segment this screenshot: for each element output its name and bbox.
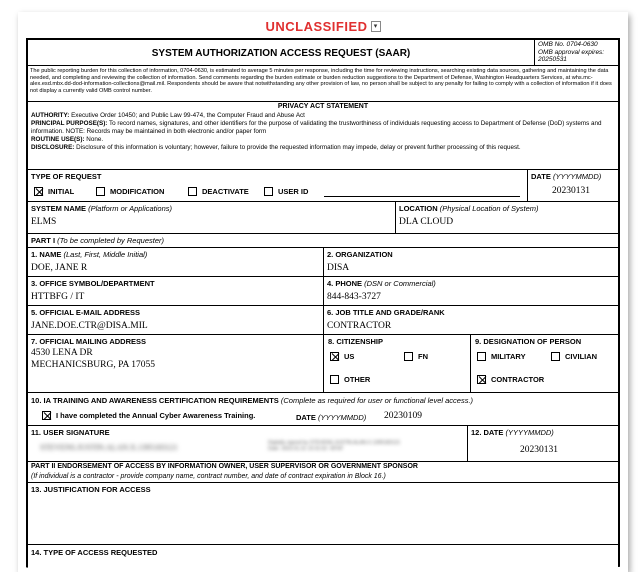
option-civilian[interactable]: [551, 352, 597, 361]
purpose-label: PRINCIPAL PURPOSE(S):: [31, 120, 108, 127]
user-id-label: USER ID: [278, 187, 309, 196]
omb-cell: [535, 40, 618, 66]
phone-label: 4. PHONE: [327, 279, 363, 288]
part2-note: (If individual is a contractor - provide company name, contract number, and date of contract expiration in Block 16.): [31, 473, 386, 480]
designation-cell: [471, 335, 618, 393]
civilian-checkbox[interactable]: [551, 352, 560, 361]
signature-digital-line2: Date: 2023.01.31 10:31:52 -05'00': [268, 446, 344, 452]
contractor-checkbox[interactable]: [477, 375, 486, 384]
military-label: MILITARY: [491, 352, 526, 361]
request-date-cell: [528, 170, 618, 202]
ia-date-value[interactable]: 20230109: [384, 411, 422, 421]
classification-banner: [18, 18, 628, 36]
classification-dropdown-icon[interactable]: ▾: [371, 21, 381, 32]
authority-label: AUTHORITY:: [31, 112, 70, 119]
part2-label: PART II ENDORSEMENT OF ACCESS BY INFORMATION OWNER, USER SUPERVISOR OR GOVERNMENT SPONSOR: [31, 463, 418, 470]
contractor-label: CONTRACTOR: [491, 375, 545, 384]
signature-date-cell: [468, 426, 618, 462]
initial-checkbox[interactable]: [34, 187, 43, 196]
fn-checkbox[interactable]: [404, 352, 413, 361]
option-deactivate[interactable]: [188, 187, 249, 196]
type-of-access-label: 14. TYPE OF ACCESS REQUESTED: [31, 548, 158, 557]
modification-checkbox[interactable]: [96, 187, 105, 196]
torn-edge: [18, 562, 628, 572]
part1-hint: (To be completed by Requester): [57, 236, 164, 245]
system-name-value[interactable]: ELMS: [31, 217, 57, 227]
signature-digital-line1: Digitally signed by STEVENS.JUSTIN.ALAN.X.1395183121: [268, 440, 401, 446]
option-us[interactable]: [330, 352, 354, 361]
location-value[interactable]: DLA CLOUD: [399, 217, 454, 227]
omb-approval-date: 20250531: [538, 56, 567, 63]
organization-cell: [324, 248, 618, 277]
citizenship-cell: [324, 335, 471, 393]
system-name-label: SYSTEM NAME: [31, 204, 87, 213]
user-signature-cell: [28, 426, 468, 462]
phone-hint: (DSN or Commercial): [364, 279, 436, 288]
office-symbol-cell: [28, 277, 324, 306]
signature-name[interactable]: STEVENS.JUSTIN.ALAN.X.1395183121: [40, 443, 178, 452]
email-value[interactable]: JANE.DOE.CTR@DISA.MIL: [31, 321, 148, 331]
user-id-checkbox[interactable]: [264, 187, 273, 196]
privacy-heading: PRIVACY ACT STATEMENT: [277, 103, 369, 110]
organization-value[interactable]: DISA: [327, 263, 350, 273]
form-title: SYSTEM AUTHORIZATION ACCESS REQUEST (SAAR): [151, 48, 411, 59]
part2-cell: [28, 462, 618, 483]
designation-label: 9. DESIGNATION OF PERSON: [475, 337, 582, 346]
routine-use-label: ROUTINE USE(S):: [31, 136, 85, 143]
mailing-line2[interactable]: MECHANICSBURG, PA 17055: [31, 360, 155, 370]
office-symbol-label: 3. OFFICE SYMBOL/DEPARTMENT: [31, 279, 155, 288]
burden-statement: The public reporting burden for this collection of information, 0704-0630, is estimated to average 5 minutes per response, including the time for reviewing instructions, searching existing data sources, gathering and maintaining the data needed, and completing and reviewing the collection of information. Send comments regarding the burden estimate or burden reduction suggestions to the Department of Defense, Washington Headquarters Services, at whs.mc-alex.esd.mbx.dd-dod-information-collections@mail.mil. Respondents should be aware that notwithstanding any other provision of law, no person shall be subject to any penalty for failing to comply with a collection of information if it does not display a currently valid OMB control number.: [30, 68, 612, 94]
classification-label: UNCLASSIFIED: [265, 19, 368, 34]
option-fn[interactable]: [404, 352, 428, 361]
ia-training-statement: I have completed the Annual Cyber Awareness Training.: [56, 411, 256, 420]
citizenship-label: 8. CITIZENSHIP: [328, 337, 384, 346]
job-title-value[interactable]: CONTRACTOR: [327, 321, 392, 331]
ia-date-hint: (YYYYMMDD): [317, 413, 367, 422]
other-label: OTHER: [344, 375, 371, 384]
name-hint: (Last, First, Middle Initial): [63, 250, 148, 259]
signature-date-hint: (YYYYMMDD): [505, 428, 554, 437]
justification-label: 13. JUSTIFICATION FOR ACCESS: [31, 485, 151, 494]
military-checkbox[interactable]: [477, 352, 486, 361]
signature-date-value[interactable]: 20230131: [520, 445, 558, 455]
justification-input[interactable]: [31, 497, 615, 541]
part1-cell: [28, 234, 618, 248]
title-cell: [28, 40, 535, 66]
saar-form: [26, 38, 620, 572]
option-other[interactable]: [330, 375, 370, 384]
mailing-label: 7. OFFICIAL MAILING ADDRESS: [31, 337, 147, 346]
omb-number: OMB No. 0704-0630: [538, 41, 598, 48]
user-signature-label: 11. USER SIGNATURE: [31, 428, 110, 437]
purpose-text: To record names, signatures, and other identifiers for the purpose of validating the trustworthiness of individuals requesting access to Department of Defense (DoD) systems and information. NOTE: Records may be maintained in both electronic and/or paper form: [31, 120, 602, 135]
email-label: 5. OFFICIAL E-MAIL ADDRESS: [31, 308, 141, 317]
other-checkbox[interactable]: [330, 375, 339, 384]
omb-approval-label: OMB approval expires:: [538, 48, 605, 56]
request-date-value[interactable]: 20230131: [552, 186, 590, 196]
burden-cell: [28, 66, 618, 102]
location-label: LOCATION: [399, 204, 438, 213]
name-value[interactable]: DOE, JANE R: [31, 263, 88, 273]
mailing-line1[interactable]: 4530 LENA DR: [31, 348, 93, 358]
disclosure-label: DISCLOSURE:: [31, 144, 75, 151]
office-symbol-value[interactable]: HTTBFG / IT: [31, 292, 85, 302]
modification-label: MODIFICATION: [110, 187, 165, 196]
ia-training-checkbox[interactable]: [42, 411, 51, 420]
type-of-request-cell: [28, 170, 528, 202]
location-cell: [396, 202, 618, 234]
name-label: 1. NAME: [31, 250, 62, 259]
us-checkbox[interactable]: [330, 352, 339, 361]
mailing-address-cell: [28, 335, 324, 393]
organization-label: 2. ORGANIZATION: [327, 250, 393, 259]
authority-text: Executive Order 10450; and Public Law 99-474, the Computer Fraud and Abuse Act: [71, 112, 305, 119]
ia-training-label: 10. IA TRAINING AND AWARENESS CERTIFICATION REQUIREMENTS: [31, 396, 279, 405]
us-label: US: [344, 352, 355, 361]
name-cell: [28, 248, 324, 277]
form-page: [18, 12, 628, 572]
phone-value[interactable]: 844-843-3727: [327, 292, 381, 302]
request-date-label: DATE: [531, 172, 551, 181]
part1-label: PART I: [31, 236, 56, 245]
option-modification[interactable]: [96, 187, 164, 196]
disclosure-text: Disclosure of this information is voluntary; however, failure to provide the requested information may impede, delay or prevent further processing of this request.: [76, 144, 521, 151]
user-id-input[interactable]: [324, 196, 520, 197]
fn-label: FN: [418, 352, 428, 361]
option-user-id[interactable]: [264, 187, 308, 196]
initial-label: INITIAL: [48, 187, 75, 196]
job-title-cell: [324, 306, 618, 335]
email-cell: [28, 306, 324, 335]
phone-cell: [324, 277, 618, 306]
ia-training-option[interactable]: [42, 411, 255, 420]
ia-training-hint: (Complete as required for user or functional level access.): [280, 396, 474, 405]
ia-training-cell: [28, 393, 618, 426]
privacy-act-cell: [28, 102, 618, 170]
signature-date-label: 12. DATE: [471, 428, 504, 437]
type-of-request-label: TYPE OF REQUEST: [31, 172, 102, 181]
option-contractor[interactable]: [477, 375, 544, 384]
system-name-cell: [28, 202, 396, 234]
deactivate-checkbox[interactable]: [188, 187, 197, 196]
option-initial[interactable]: [34, 187, 74, 196]
location-hint: (Physical Location of System): [439, 204, 539, 213]
system-name-hint: (Platform or Applications): [88, 204, 173, 213]
justification-cell: [28, 483, 618, 545]
routine-use-text: None.: [86, 136, 104, 143]
ia-date-label: DATE: [296, 413, 316, 422]
option-military[interactable]: [477, 352, 526, 361]
civilian-label: CIVILIAN: [565, 352, 598, 361]
request-date-hint: (YYYYMMDD): [552, 172, 602, 181]
deactivate-label: DEACTIVATE: [202, 187, 249, 196]
job-title-label: 6. JOB TITLE AND GRADE/RANK: [327, 308, 445, 317]
